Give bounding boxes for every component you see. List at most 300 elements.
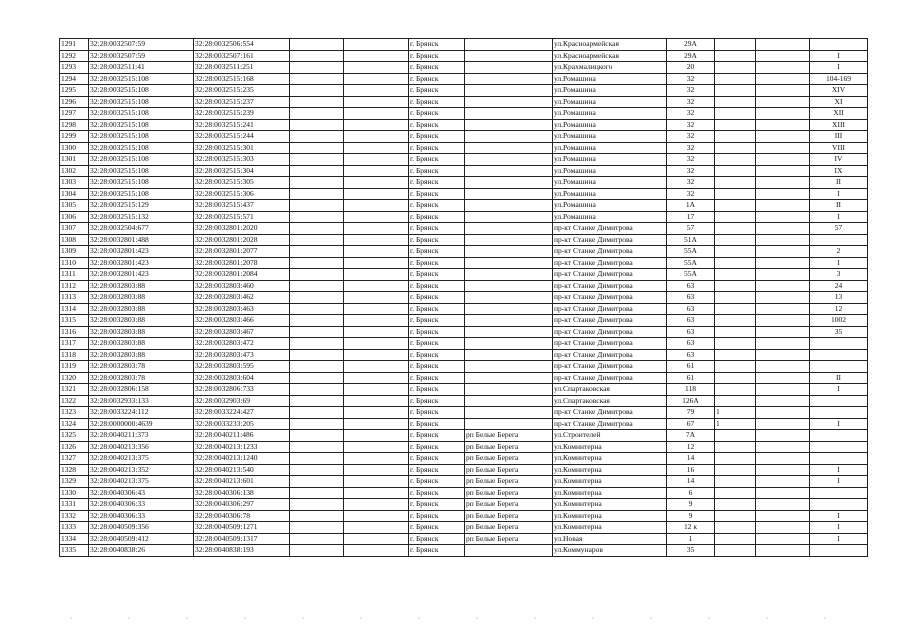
house-number-cell: 67	[667, 418, 715, 430]
house-number-cell: 126А	[667, 395, 715, 407]
building-cell	[715, 119, 756, 131]
settlement-cell: рп Белые Берега	[465, 430, 553, 442]
city-cell: г. Брянск	[409, 303, 465, 315]
city-cell: г. Брянск	[409, 384, 465, 396]
cadastral-object-number: 32:28:0032801:2028	[194, 234, 290, 246]
row-number: 1291	[60, 39, 89, 51]
table-row	[60, 533, 868, 545]
row-number: 1314	[60, 303, 89, 315]
house-number-cell: 61	[667, 372, 715, 384]
settlement-cell	[465, 142, 553, 154]
street-cell: ул.Красноармейская	[553, 50, 667, 62]
city-cell: г. Брянск	[409, 39, 465, 51]
settlement-cell	[465, 545, 553, 557]
row-number: 1305	[60, 200, 89, 212]
premises-number-cell: I	[810, 522, 868, 534]
blank-cell-3	[756, 50, 810, 62]
building-cell	[715, 292, 756, 304]
cadastral-parcel-number: 32:28:0032515:108	[89, 131, 194, 143]
blank-cell-3	[756, 200, 810, 212]
street-cell: ул.Коминтерна	[553, 441, 667, 453]
table-row	[60, 50, 868, 62]
blank-cell-2	[344, 188, 409, 200]
building-cell	[715, 533, 756, 545]
row-number: 1309	[60, 246, 89, 258]
table-row	[60, 96, 868, 108]
row-number: 1306	[60, 211, 89, 223]
cadastral-object-number: 32:28:0032515:244	[194, 131, 290, 143]
cadastral-parcel-number: 32:28:0032507:59	[89, 39, 194, 51]
table-row	[60, 73, 868, 85]
premises-number-cell: I	[810, 50, 868, 62]
blank-cell-1	[290, 349, 344, 361]
street-cell: ул.Крахмалицкого	[553, 62, 667, 74]
cadastral-object-number: 32:28:0040509:1317	[194, 533, 290, 545]
blank-cell-1	[290, 39, 344, 51]
building-cell	[715, 108, 756, 120]
city-cell: г. Брянск	[409, 165, 465, 177]
blank-cell-3	[756, 223, 810, 235]
city-cell: г. Брянск	[409, 487, 465, 499]
building-cell	[715, 177, 756, 189]
house-number-cell: 63	[667, 292, 715, 304]
row-number: 1313	[60, 292, 89, 304]
blank-cell-3	[756, 280, 810, 292]
cadastral-parcel-number: 32:28:0032803:88	[89, 280, 194, 292]
street-cell: ул.Строителей	[553, 430, 667, 442]
settlement-cell	[465, 131, 553, 143]
street-cell: пр-кт Станке Димитрова	[553, 349, 667, 361]
blank-cell-1	[290, 487, 344, 499]
building-cell	[715, 269, 756, 281]
row-number: 1292	[60, 50, 89, 62]
blank-cell-1	[290, 211, 344, 223]
house-number-cell: 32	[667, 85, 715, 97]
blank-cell-3	[756, 338, 810, 350]
city-cell: г. Брянск	[409, 545, 465, 557]
cadastral-object-number: 32:28:0040213:601	[194, 476, 290, 488]
street-cell: ул.Ромашина	[553, 85, 667, 97]
blank-cell-1	[290, 430, 344, 442]
city-cell: г. Брянск	[409, 85, 465, 97]
blank-cell-3	[756, 154, 810, 166]
building-cell	[715, 464, 756, 476]
cadastral-parcel-number: 32:28:0032801:488	[89, 234, 194, 246]
building-cell	[715, 280, 756, 292]
premises-number-cell	[810, 39, 868, 51]
street-cell: ул.Ромашина	[553, 142, 667, 154]
settlement-cell	[465, 50, 553, 62]
table-row	[60, 372, 868, 384]
blank-cell-3	[756, 257, 810, 269]
cadastral-parcel-number: 32:28:0032515:108	[89, 142, 194, 154]
blank-cell-1	[290, 234, 344, 246]
blank-cell-2	[344, 522, 409, 534]
city-cell: г. Брянск	[409, 510, 465, 522]
row-number: 1296	[60, 96, 89, 108]
blank-cell-2	[344, 326, 409, 338]
premises-number-cell: I	[810, 384, 868, 396]
blank-cell-3	[756, 39, 810, 51]
blank-cell-1	[290, 223, 344, 235]
city-cell: г. Брянск	[409, 246, 465, 258]
blank-cell-3	[756, 418, 810, 430]
blank-cell-1	[290, 177, 344, 189]
blank-cell-2	[344, 303, 409, 315]
building-cell	[715, 39, 756, 51]
premises-number-cell	[810, 441, 868, 453]
city-cell: г. Брянск	[409, 418, 465, 430]
row-number: 1312	[60, 280, 89, 292]
blank-cell-2	[344, 177, 409, 189]
building-cell	[715, 384, 756, 396]
settlement-cell	[465, 234, 553, 246]
cadastral-parcel-number: 32:28:0032933:133	[89, 395, 194, 407]
building-cell	[715, 234, 756, 246]
row-number: 1329	[60, 476, 89, 488]
cadastral-parcel-number: 32:28:0040213:375	[89, 476, 194, 488]
settlement-cell	[465, 257, 553, 269]
street-cell: ул.Ромашина	[553, 188, 667, 200]
premises-number-cell: IX	[810, 165, 868, 177]
blank-cell-2	[344, 73, 409, 85]
premises-number-cell	[810, 234, 868, 246]
blank-cell-1	[290, 119, 344, 131]
house-number-cell: 32	[667, 142, 715, 154]
building-cell	[715, 487, 756, 499]
cadastral-parcel-number: 32:28:0032515:108	[89, 96, 194, 108]
city-cell: г. Брянск	[409, 476, 465, 488]
row-number: 1318	[60, 349, 89, 361]
blank-cell-1	[290, 292, 344, 304]
cadastral-parcel-number: 32:28:0032504:677	[89, 223, 194, 235]
blank-cell-1	[290, 418, 344, 430]
blank-cell-1	[290, 326, 344, 338]
cadastral-object-number: 32:28:0032806:733	[194, 384, 290, 396]
cadastral-parcel-number: 32:28:0032515:132	[89, 211, 194, 223]
street-cell: пр-кт Станке Димитрова	[553, 223, 667, 235]
premises-number-cell: 3	[810, 269, 868, 281]
building-cell	[715, 85, 756, 97]
row-number: 1323	[60, 407, 89, 419]
blank-cell-3	[756, 211, 810, 223]
cadastral-parcel-number: 32:28:0032803:88	[89, 349, 194, 361]
blank-cell-1	[290, 165, 344, 177]
premises-number-cell: I	[810, 464, 868, 476]
blank-cell-3	[756, 510, 810, 522]
house-number-cell: 63	[667, 326, 715, 338]
street-cell: ул.Ромашина	[553, 73, 667, 85]
table-row	[60, 200, 868, 212]
cadastral-parcel-number: 32:28:0040213:375	[89, 453, 194, 465]
blank-cell-3	[756, 142, 810, 154]
cadastral-parcel-number: 32:28:0032803:78	[89, 372, 194, 384]
cadastral-object-number: 32:28:0040213:1240	[194, 453, 290, 465]
settlement-cell	[465, 96, 553, 108]
blank-cell-1	[290, 50, 344, 62]
blank-cell-1	[290, 361, 344, 373]
street-cell: пр-кт Станке Димитрова	[553, 292, 667, 304]
blank-cell-3	[756, 96, 810, 108]
blank-cell-1	[290, 200, 344, 212]
premises-number-cell: 104-169	[810, 73, 868, 85]
house-number-cell: 32	[667, 131, 715, 143]
building-cell	[715, 476, 756, 488]
house-number-cell: 9	[667, 510, 715, 522]
blank-cell-3	[756, 453, 810, 465]
premises-number-cell: I	[810, 188, 868, 200]
street-cell: ул.Коминтерна	[553, 510, 667, 522]
premises-number-cell	[810, 430, 868, 442]
house-number-cell: 55А	[667, 269, 715, 281]
cadastral-parcel-number: 32:28:0040306:33	[89, 510, 194, 522]
cadastral-parcel-number: 32:28:0032515:108	[89, 165, 194, 177]
blank-cell-2	[344, 39, 409, 51]
premises-number-cell: I	[810, 257, 868, 269]
settlement-cell: рп Белые Берега	[465, 510, 553, 522]
city-cell: г. Брянск	[409, 533, 465, 545]
street-cell: пр-кт Станке Димитрова	[553, 361, 667, 373]
settlement-cell: рп Белые Берега	[465, 499, 553, 511]
cadastral-object-number: 32:28:0040509:1271	[194, 522, 290, 534]
settlement-cell: рп Белые Берега	[465, 476, 553, 488]
cadastral-object-number: 32:28:0040306:78	[194, 510, 290, 522]
building-cell	[715, 338, 756, 350]
cadastral-object-number: 32:28:0040213:1233	[194, 441, 290, 453]
city-cell: г. Брянск	[409, 326, 465, 338]
blank-cell-2	[344, 315, 409, 327]
cadastral-object-number: 32:28:0032903:69	[194, 395, 290, 407]
city-cell: г. Брянск	[409, 407, 465, 419]
city-cell: г. Брянск	[409, 234, 465, 246]
city-cell: г. Брянск	[409, 177, 465, 189]
blank-cell-3	[756, 464, 810, 476]
settlement-cell: рп Белые Берега	[465, 453, 553, 465]
register-table	[59, 38, 868, 557]
blank-cell-2	[344, 234, 409, 246]
cadastral-parcel-number: 32:28:0040213:356	[89, 441, 194, 453]
blank-cell-1	[290, 73, 344, 85]
city-cell: г. Брянск	[409, 119, 465, 131]
blank-cell-3	[756, 441, 810, 453]
settlement-cell	[465, 269, 553, 281]
table-row	[60, 407, 868, 419]
cadastral-object-number: 32:28:0032515:304	[194, 165, 290, 177]
city-cell: г. Брянск	[409, 338, 465, 350]
cadastral-object-number: 32:28:0032515:437	[194, 200, 290, 212]
settlement-cell	[465, 303, 553, 315]
blank-cell-2	[344, 384, 409, 396]
cadastral-object-number: 32:28:0032803:467	[194, 326, 290, 338]
cadastral-parcel-number: 32:28:0032806:158	[89, 384, 194, 396]
street-cell: пр-кт Станке Димитрова	[553, 246, 667, 258]
house-number-cell: 79	[667, 407, 715, 419]
building-cell	[715, 131, 756, 143]
premises-number-cell	[810, 361, 868, 373]
cadastral-object-number: 32:28:0032506:554	[194, 39, 290, 51]
house-number-cell: 35	[667, 545, 715, 557]
row-number: 1320	[60, 372, 89, 384]
table-row	[60, 522, 868, 534]
house-number-cell: 6	[667, 487, 715, 499]
house-number-cell: 51А	[667, 234, 715, 246]
building-cell	[715, 62, 756, 74]
blank-cell-1	[290, 154, 344, 166]
settlement-cell	[465, 384, 553, 396]
cadastral-object-number: 32:28:0032511:251	[194, 62, 290, 74]
cadastral-parcel-number: 32:28:0032515:108	[89, 85, 194, 97]
house-number-cell: 1А	[667, 200, 715, 212]
table-row	[60, 177, 868, 189]
settlement-cell	[465, 395, 553, 407]
table-row	[60, 188, 868, 200]
blank-cell-2	[344, 142, 409, 154]
row-number: 1321	[60, 384, 89, 396]
row-number: 1294	[60, 73, 89, 85]
building-cell	[715, 395, 756, 407]
blank-cell-2	[344, 211, 409, 223]
table-row	[60, 338, 868, 350]
table-row	[60, 131, 868, 143]
cadastral-object-number: 32:28:0032801:2077	[194, 246, 290, 258]
table-row	[60, 418, 868, 430]
table-row	[60, 62, 868, 74]
street-cell: ул.Ромашина	[553, 154, 667, 166]
settlement-cell	[465, 188, 553, 200]
blank-cell-3	[756, 73, 810, 85]
street-cell: ул.Ромашина	[553, 108, 667, 120]
blank-cell-3	[756, 349, 810, 361]
blank-cell-2	[344, 499, 409, 511]
city-cell: г. Брянск	[409, 96, 465, 108]
premises-number-cell: II	[810, 177, 868, 189]
cadastral-parcel-number: 32:28:0032803:78	[89, 361, 194, 373]
table-row	[60, 326, 868, 338]
house-number-cell: 12 к	[667, 522, 715, 534]
blank-cell-3	[756, 108, 810, 120]
table-row	[60, 441, 868, 453]
building-cell	[715, 154, 756, 166]
city-cell: г. Брянск	[409, 154, 465, 166]
cadastral-parcel-number: 32:28:0032515:108	[89, 119, 194, 131]
table-row	[60, 246, 868, 258]
building-cell	[715, 165, 756, 177]
table-row	[60, 303, 868, 315]
building-cell	[715, 223, 756, 235]
premises-number-cell: XI	[810, 96, 868, 108]
blank-cell-1	[290, 108, 344, 120]
row-number: 1319	[60, 361, 89, 373]
row-number: 1330	[60, 487, 89, 499]
table-row	[60, 223, 868, 235]
city-cell: г. Брянск	[409, 142, 465, 154]
blank-cell-1	[290, 510, 344, 522]
row-number: 1334	[60, 533, 89, 545]
blank-cell-3	[756, 372, 810, 384]
street-cell: ул.Ромашина	[553, 165, 667, 177]
premises-number-cell	[810, 395, 868, 407]
street-cell: ул.Коминтерна	[553, 487, 667, 499]
blank-cell-2	[344, 119, 409, 131]
table-row	[60, 487, 868, 499]
city-cell: г. Брянск	[409, 223, 465, 235]
settlement-cell	[465, 73, 553, 85]
city-cell: г. Брянск	[409, 211, 465, 223]
blank-cell-2	[344, 165, 409, 177]
house-number-cell: 61	[667, 361, 715, 373]
city-cell: г. Брянск	[409, 499, 465, 511]
cadastral-parcel-number: 32:28:0032515:108	[89, 73, 194, 85]
house-number-cell: 32	[667, 96, 715, 108]
building-cell	[715, 315, 756, 327]
row-number: 1328	[60, 464, 89, 476]
row-number: 1322	[60, 395, 89, 407]
blank-cell-2	[344, 200, 409, 212]
blank-cell-3	[756, 487, 810, 499]
blank-cell-3	[756, 384, 810, 396]
blank-cell-1	[290, 280, 344, 292]
table-row	[60, 269, 868, 281]
street-cell: пр-кт Станке Димитрова	[553, 269, 667, 281]
cadastral-object-number: 32:28:0032803:460	[194, 280, 290, 292]
premises-number-cell: XIII	[810, 119, 868, 131]
settlement-cell	[465, 407, 553, 419]
settlement-cell	[465, 223, 553, 235]
cadastral-parcel-number: 32:28:0040306:43	[89, 487, 194, 499]
street-cell: ул.Коминтерна	[553, 522, 667, 534]
cadastral-parcel-number: 32:28:0040838:26	[89, 545, 194, 557]
cadastral-object-number: 32:28:0032801:2078	[194, 257, 290, 269]
cadastral-object-number: 32:28:0032803:472	[194, 338, 290, 350]
blank-cell-2	[344, 476, 409, 488]
blank-cell-3	[756, 85, 810, 97]
scan-artifact-line	[40, 617, 870, 619]
blank-cell-2	[344, 280, 409, 292]
blank-cell-2	[344, 361, 409, 373]
cadastral-parcel-number: 32:28:0000000:4639	[89, 418, 194, 430]
house-number-cell: 12	[667, 441, 715, 453]
blank-cell-2	[344, 418, 409, 430]
street-cell: ул.Красноармейская	[553, 39, 667, 51]
city-cell: г. Брянск	[409, 269, 465, 281]
row-number: 1307	[60, 223, 89, 235]
premises-number-cell: VIII	[810, 142, 868, 154]
blank-cell-3	[756, 131, 810, 143]
house-number-cell: 57	[667, 223, 715, 235]
table-row	[60, 280, 868, 292]
building-cell	[715, 303, 756, 315]
city-cell: г. Брянск	[409, 464, 465, 476]
settlement-cell	[465, 246, 553, 258]
blank-cell-1	[290, 441, 344, 453]
settlement-cell: рп Белые Берега	[465, 464, 553, 476]
blank-cell-2	[344, 453, 409, 465]
cadastral-object-number: 32:28:0032801:2084	[194, 269, 290, 281]
cadastral-parcel-number: 32:28:0032803:88	[89, 303, 194, 315]
row-number: 1317	[60, 338, 89, 350]
settlement-cell	[465, 292, 553, 304]
building-cell	[715, 545, 756, 557]
blank-cell-2	[344, 269, 409, 281]
blank-cell-2	[344, 545, 409, 557]
register-rows	[60, 39, 868, 557]
settlement-cell	[465, 108, 553, 120]
street-cell: пр-кт Станке Димитрова	[553, 234, 667, 246]
premises-number-cell: 35	[810, 326, 868, 338]
cadastral-object-number: 32:28:0032515:303	[194, 154, 290, 166]
street-cell: ул.Коминтерна	[553, 453, 667, 465]
city-cell: г. Брянск	[409, 200, 465, 212]
